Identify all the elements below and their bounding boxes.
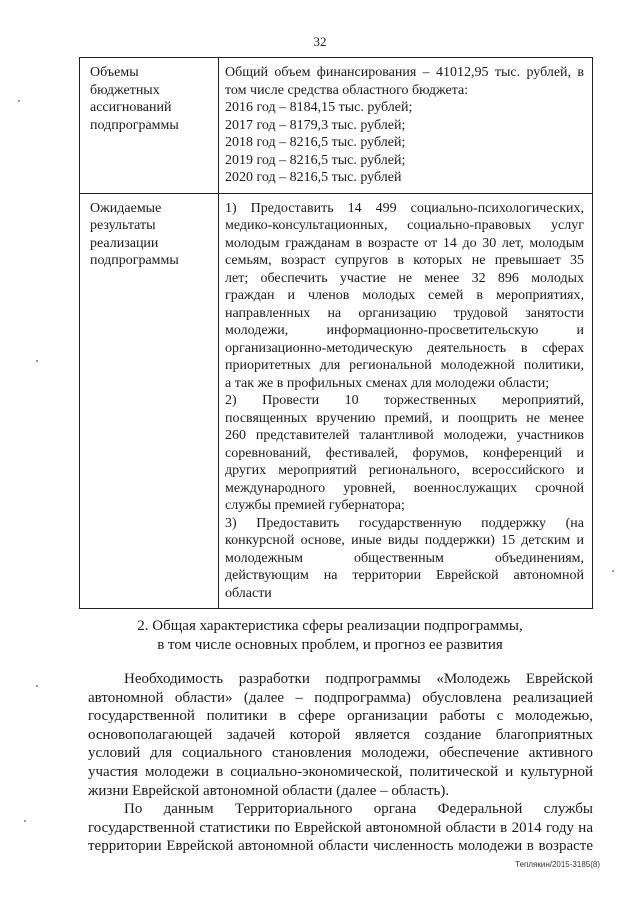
content-line: молодежи, информационно-просветительскую и xyxy=(225,323,584,338)
section-heading xyxy=(70,617,590,655)
body-line: территории Еврейской автономной области численность молодежи в возрасте xyxy=(88,838,593,855)
table-row-budget xyxy=(80,58,593,194)
content-line: 2) Провести 10 торжественных мероприятий, xyxy=(225,393,584,408)
body-line: основополагающей задачей которой является создание благоприятных xyxy=(88,726,593,743)
content-line: молодым гражданам в возрасте от 14 до 30 лет, молодым xyxy=(225,235,584,251)
label-line: бюджетных xyxy=(90,82,160,98)
section-heading-line: в том числе основных проблем, и прогноз ее развития xyxy=(157,637,503,653)
content-line: семьям, возраст супругов в которых не превышает 35 xyxy=(225,253,584,268)
body-line: государственной статистики по Еврейской автономной области в 2014 году на xyxy=(88,819,593,836)
content-line: направленных на организацию трудовой занятости xyxy=(225,305,584,321)
budget-content-cell xyxy=(219,58,593,194)
label-line: ассигнований xyxy=(90,100,172,115)
body-line: По данным Территориального органа Федеральной службы xyxy=(124,801,593,818)
body-paragraphs xyxy=(88,670,593,856)
body-line: автономной области» (далее – подпрограмма) обусловлена реализацией xyxy=(88,689,593,706)
content-line: медико-консультационных, социально-правовых услуг xyxy=(225,218,584,233)
subprogram-passport-table xyxy=(79,57,593,609)
budget-label-cell xyxy=(80,58,219,194)
body-line: участия молодежи в социально-экономической, политической и культурной xyxy=(88,763,593,780)
label-line: подпрограммы xyxy=(90,253,179,268)
content-line: Общий объем финансирования – 41012,95 тыс. рублей, в xyxy=(225,65,584,80)
label-line: Объемы xyxy=(90,65,139,80)
label-line: результаты xyxy=(90,218,156,233)
content-line: 1) Предоставить 14 499 социально-психологических, xyxy=(225,200,584,216)
content-line: конкурсной основе, иные виды поддержки) 15 детским и xyxy=(225,533,584,548)
content-line: службы премией губернатора; xyxy=(225,498,405,513)
content-line: граждан и членов молодых семей в мероприятиях, xyxy=(225,288,584,303)
scan-speck xyxy=(36,685,38,687)
content-line: лет; обеспечить участие не менее 32 896 молодых xyxy=(225,270,584,286)
body-line: государственной политики в сфере организации работы с молодежью, xyxy=(88,708,593,725)
label-line: подпрограммы xyxy=(90,117,179,133)
table-row-results xyxy=(80,193,593,609)
scan-speck xyxy=(36,360,38,362)
scan-speck xyxy=(24,820,26,822)
content-line: приоритетных для региональной молодежной политики, xyxy=(225,358,584,373)
body-line: жизни Еврейской автономной области (далее – область). xyxy=(88,782,450,799)
content-line: международного уровней, военнослужащих срочной xyxy=(225,480,584,496)
content-line: области xyxy=(225,585,272,601)
results-label-cell xyxy=(80,193,219,609)
body-line: условий для социального становления молодежи, обеспечение активного xyxy=(88,745,593,762)
document-code: Теплякин/2015-3185(8) xyxy=(515,860,600,869)
content-line: посвященных вручению премий, и поощрить не менее xyxy=(225,410,584,426)
section-heading-line: 2. Общая характеристика сферы реализации подпрограммы, xyxy=(137,618,523,634)
results-content-cell xyxy=(219,193,593,609)
scan-speck xyxy=(18,100,20,102)
content-line: 2017 год – 8179,3 тыс. рублей; xyxy=(225,117,406,133)
content-line: 3) Предоставить государственную поддержку (на xyxy=(225,515,584,531)
content-line: 2020 год – 8216,5 тыс. рублей xyxy=(225,170,402,185)
content-line: а так же в профильных сменах для молодежи области; xyxy=(225,375,550,391)
content-line: 2019 год – 8216,5 тыс. рублей; xyxy=(225,152,406,168)
content-line: соревнований, фестивалей, форумов, конференций и xyxy=(225,445,584,461)
content-line: молодежным общественным объединениям, xyxy=(225,550,584,566)
content-line: действующим на территории Еврейской автономной xyxy=(225,568,584,583)
content-line: 2016 год – 8184,15 тыс. рублей; xyxy=(225,100,413,115)
body-line: Необходимость разработки подпрограммы «Молодежь Еврейской xyxy=(124,671,593,687)
label-line: реализации xyxy=(90,235,159,251)
content-line: том числе средства областного бюджета: xyxy=(225,82,469,98)
content-line: 2018 год – 8216,5 тыс. рублей; xyxy=(225,135,406,150)
content-line: других мероприятий регионального, всероссийского и xyxy=(225,463,584,478)
scan-speck xyxy=(612,570,614,572)
page-number: 32 xyxy=(313,34,327,49)
content-line: 260 представителей талантливой молодежи, участников xyxy=(225,428,584,443)
label-line: Ожидаемые xyxy=(90,200,162,216)
content-line: организационно-методическую деятельность в сферах xyxy=(225,340,584,356)
